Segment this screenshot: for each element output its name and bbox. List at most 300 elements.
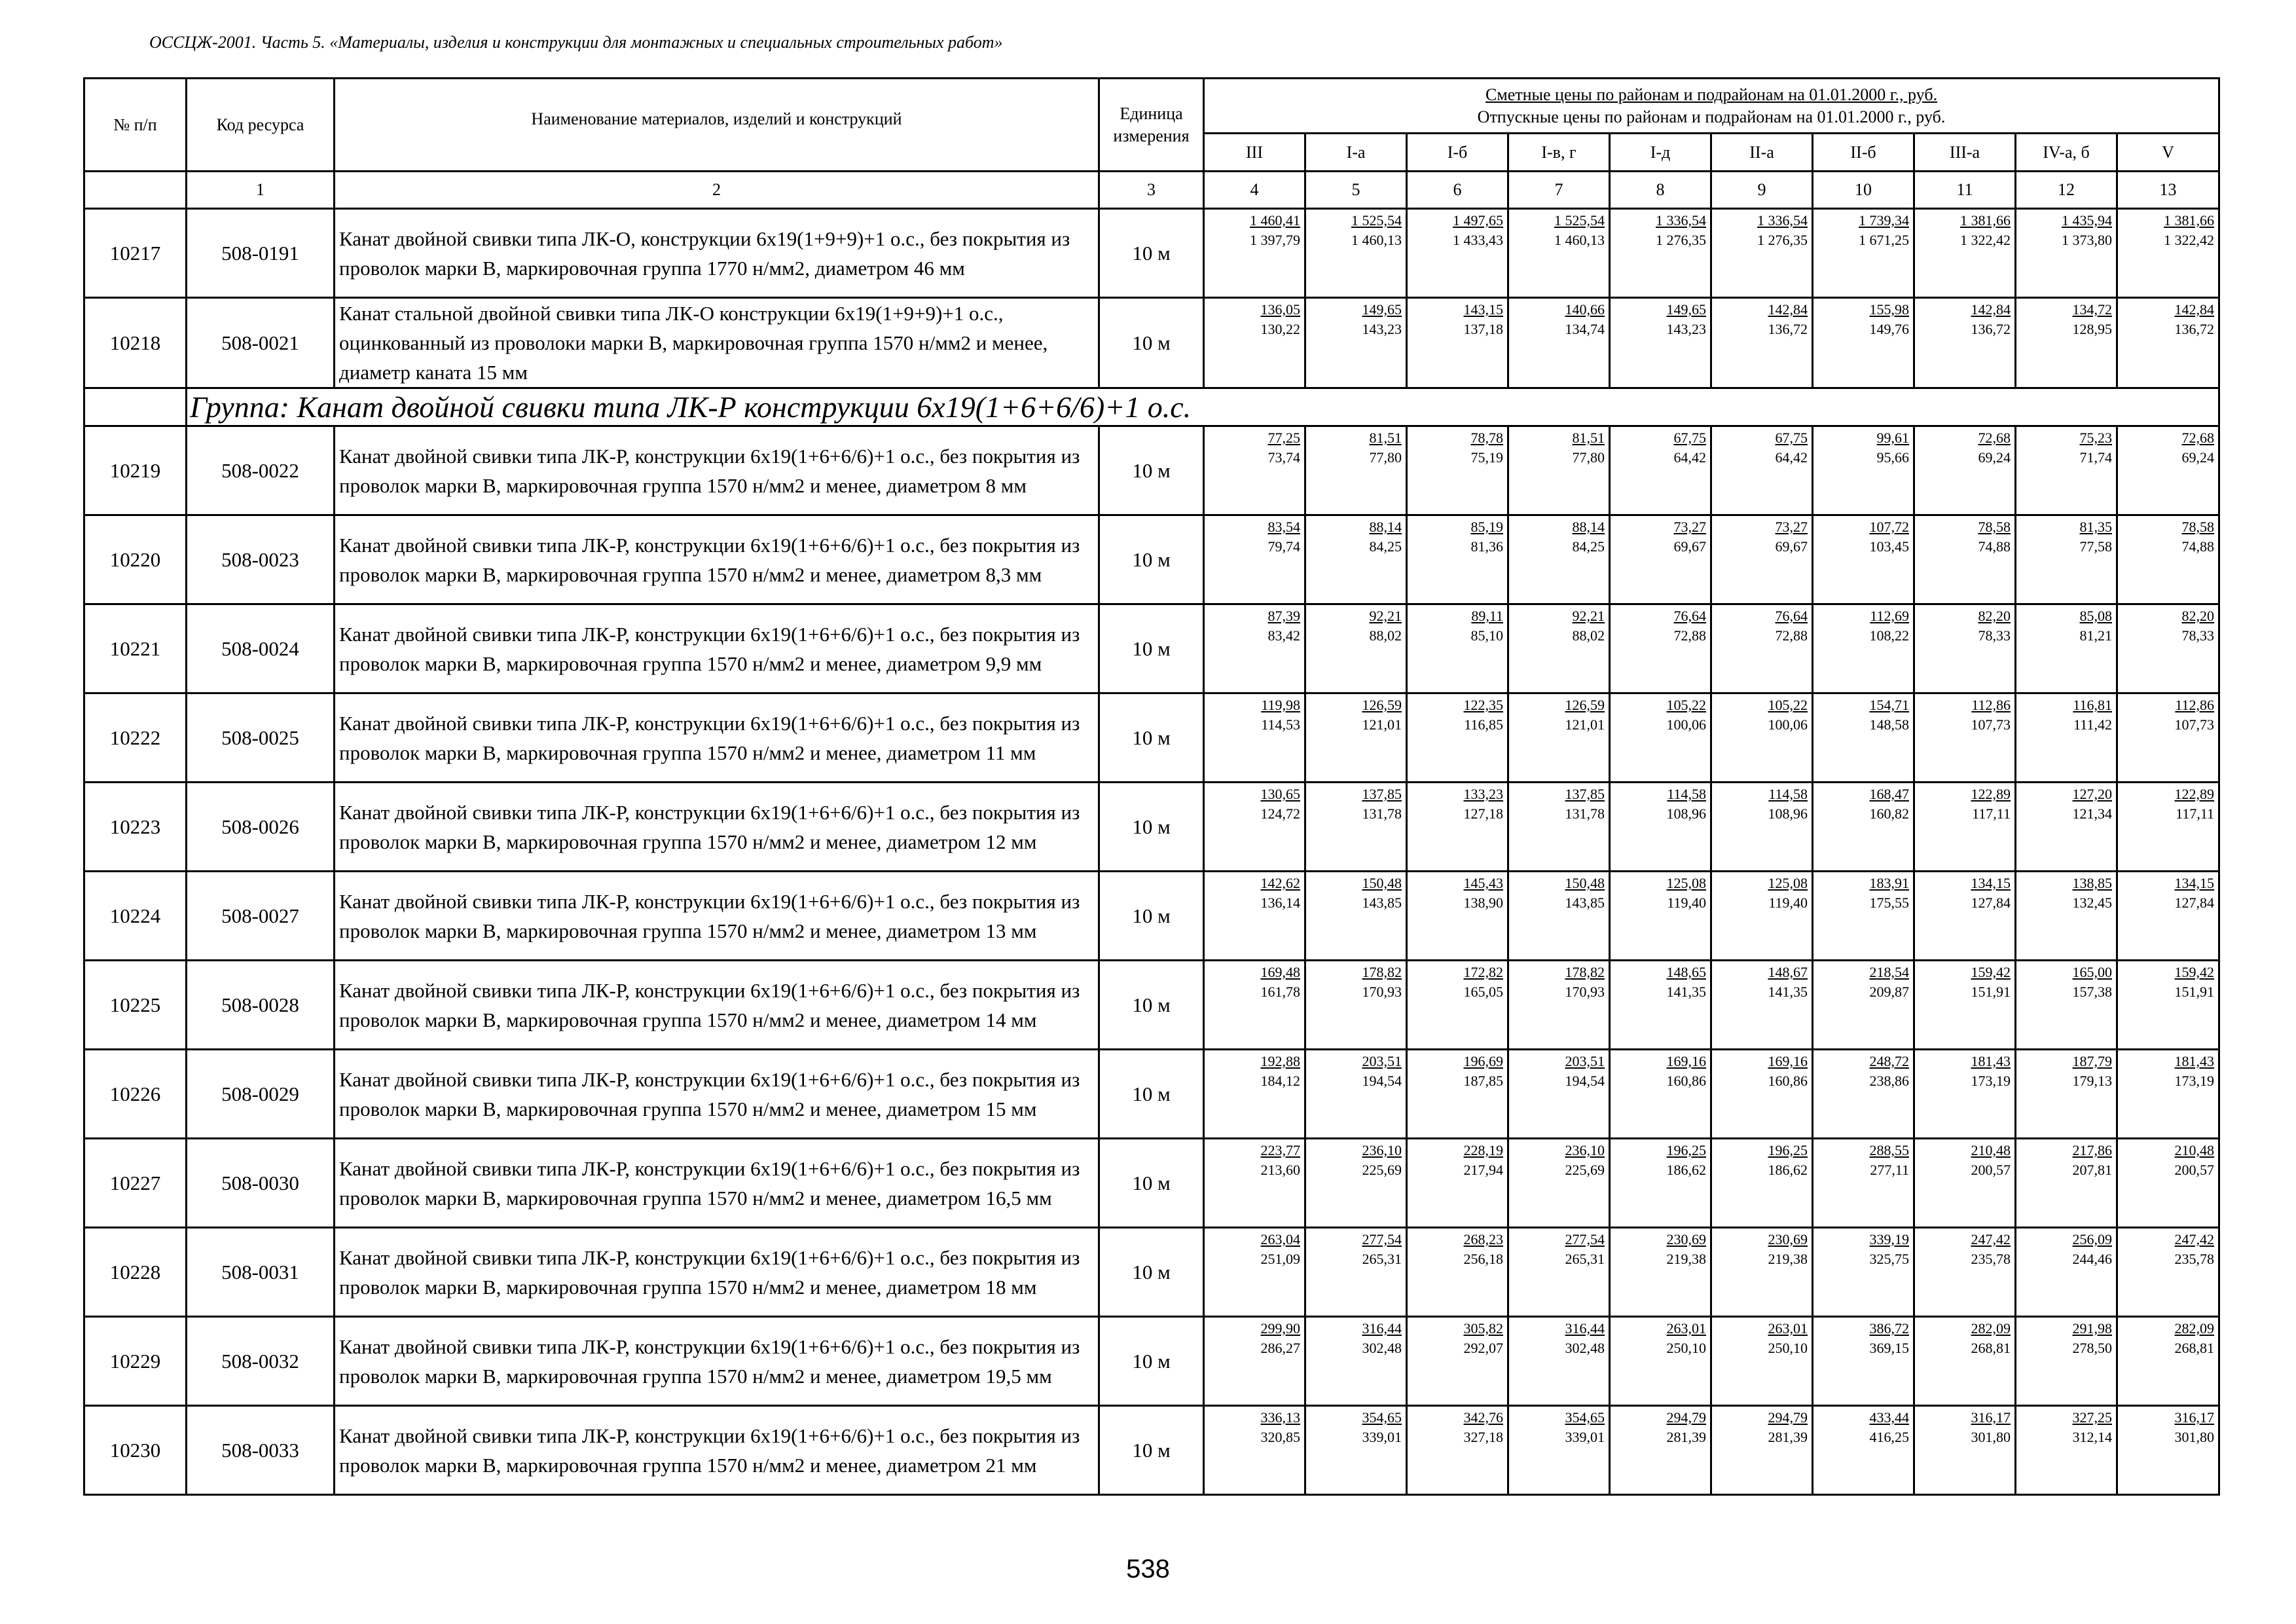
release-price: 325,75 (1869, 1251, 1909, 1267)
estimated-price: 196,69 (1463, 1053, 1503, 1069)
release-price: 281,39 (1768, 1429, 1808, 1445)
release-price: 186,62 (1666, 1162, 1706, 1178)
estimated-price: 125,08 (1768, 875, 1808, 891)
header-column-number: 3 (1099, 172, 1204, 209)
price-cell (2016, 1406, 2117, 1495)
price-cell (2117, 1317, 2219, 1406)
estimated-price: 122,35 (1463, 697, 1503, 713)
row-number: 10227 (84, 1139, 187, 1228)
estimated-price: 85,19 (1470, 519, 1503, 535)
release-price: 225,69 (1362, 1162, 1402, 1178)
price-cell (2016, 604, 2117, 693)
price-cell (2016, 1050, 2117, 1139)
release-price: 78,33 (2181, 627, 2215, 644)
price-cell (2117, 604, 2219, 693)
release-price: 127,84 (2174, 895, 2215, 911)
estimated-price: 203,51 (1565, 1053, 1605, 1069)
release-price: 148,58 (1869, 716, 1909, 733)
header-column-number: 7 (1508, 172, 1610, 209)
estimated-price: 187,79 (2072, 1053, 2112, 1069)
estimated-price: 178,82 (1362, 964, 1402, 980)
header-region: III (1204, 134, 1305, 172)
release-price: 136,72 (2174, 321, 2215, 337)
estimated-price: 169,16 (1666, 1053, 1706, 1069)
release-price: 141,35 (1768, 984, 1808, 1000)
release-prices-caption: Отпускные цены по районам и подрайонам на 01.01.2000 г., руб. (1477, 107, 1946, 126)
release-price: 173,19 (1971, 1073, 2011, 1089)
release-price: 64,42 (1673, 449, 1706, 466)
release-price: 143,23 (1362, 321, 1402, 337)
release-price: 83,42 (1267, 627, 1300, 644)
header-column-number: 10 (1813, 172, 1914, 209)
release-price: 88,02 (1572, 627, 1605, 644)
price-cell (1610, 1228, 1711, 1317)
release-price: 72,88 (1775, 627, 1808, 644)
estimated-price: 196,25 (1768, 1142, 1808, 1158)
estimated-price: 203,51 (1362, 1053, 1402, 1069)
price-cell (1813, 209, 1914, 298)
release-price: 64,42 (1775, 449, 1808, 466)
row-number: 10228 (84, 1228, 187, 1317)
unit: 10 м (1099, 783, 1204, 872)
release-price: 103,45 (1869, 538, 1909, 555)
release-price: 281,39 (1666, 1429, 1706, 1445)
estimated-price: 82,20 (1978, 608, 2011, 624)
price-cell (1813, 515, 1914, 604)
price-cell (2016, 961, 2117, 1050)
price-cell (1305, 872, 1407, 961)
estimated-price: 1 460,41 (1250, 212, 1300, 229)
price-cell (1711, 1050, 1813, 1139)
item-name: Канат двойной свивки типа ЛК-Р, конструкции 6х19(1+6+6/6)+1 о.с., без покрытия из проволок марки В, маркировочная группа 1570 н/мм2 и менее, диаметром 13 мм (335, 872, 1099, 961)
release-price: 286,27 (1260, 1340, 1300, 1356)
price-cell (1407, 1228, 1508, 1317)
estimated-price: 1 525,54 (1351, 212, 1402, 229)
price-cell (1813, 604, 1914, 693)
price-cell (2016, 209, 2117, 298)
price-cell (1610, 604, 1711, 693)
release-price: 127,84 (1971, 895, 2011, 911)
item-name: Канат двойной свивки типа ЛК-Р, конструкции 6х19(1+6+6/6)+1 о.с., без покрытия из проволок марки В, маркировочная группа 1570 н/мм2 и менее, диаметром 16,5 мм (335, 1139, 1099, 1228)
price-table (83, 77, 2220, 1496)
estimated-price: 159,42 (1971, 964, 2011, 980)
estimated-price: 354,65 (1565, 1409, 1605, 1426)
estimated-price: 125,08 (1666, 875, 1706, 891)
estimated-price: 134,15 (2174, 875, 2215, 891)
release-price: 268,81 (2174, 1340, 2215, 1356)
price-cell (2016, 1228, 2117, 1317)
release-price: 1 322,42 (2164, 232, 2215, 248)
price-cell (1407, 1139, 1508, 1228)
item-name: Канат двойной свивки типа ЛК-Р, конструкции 6х19(1+6+6/6)+1 о.с., без покрытия из проволок марки В, маркировочная группа 1570 н/мм2 и менее, диаметром 8 мм (335, 426, 1099, 515)
release-price: 256,18 (1463, 1251, 1503, 1267)
row-number: 10221 (84, 604, 187, 693)
price-cell (1813, 426, 1914, 515)
release-price: 1 433,43 (1453, 232, 1503, 248)
price-cell (1204, 1317, 1305, 1406)
release-price: 130,22 (1260, 321, 1300, 337)
price-cell (1204, 515, 1305, 604)
release-price: 173,19 (2174, 1073, 2215, 1089)
release-price: 108,22 (1869, 627, 1909, 644)
unit: 10 м (1099, 1406, 1204, 1495)
estimated-price: 122,89 (1971, 786, 2011, 802)
price-cell (2117, 426, 2219, 515)
release-price: 84,25 (1572, 538, 1605, 555)
price-cell (1305, 961, 1407, 1050)
price-cell (1508, 783, 1610, 872)
price-cell (1610, 1050, 1711, 1139)
price-cell (1305, 426, 1407, 515)
price-cell (1711, 209, 1813, 298)
release-price: 131,78 (1565, 805, 1605, 822)
release-price: 219,38 (1768, 1251, 1808, 1267)
price-cell (1407, 515, 1508, 604)
unit: 10 м (1099, 1050, 1204, 1139)
estimated-price: 112,86 (1971, 697, 2011, 713)
release-price: 1 460,13 (1554, 232, 1605, 248)
release-price: 217,94 (1463, 1162, 1503, 1178)
table-row (84, 1406, 2219, 1495)
release-price: 108,96 (1666, 805, 1706, 822)
item-name: Канат двойной свивки типа ЛК-Р, конструкции 6х19(1+6+6/6)+1 о.с., без покрытия из проволок марки В, маркировочная группа 1570 н/мм2 и менее, диаметром 19,5 мм (335, 1317, 1099, 1406)
estimated-price: 316,17 (2174, 1409, 2215, 1426)
price-cell (2117, 693, 2219, 783)
estimated-price: 230,69 (1666, 1231, 1706, 1247)
release-price: 136,72 (1971, 321, 2011, 337)
price-cell (1711, 298, 1813, 388)
release-price: 111,42 (2073, 716, 2112, 733)
estimated-price: 1 435,94 (2062, 212, 2112, 229)
price-cell (1407, 298, 1508, 388)
price-cell (1914, 604, 2016, 693)
estimated-price: 92,21 (1369, 608, 1402, 624)
price-cell (1305, 783, 1407, 872)
price-cell (1407, 1050, 1508, 1139)
estimated-price: 150,48 (1362, 875, 1402, 891)
estimated-price: 288,55 (1869, 1142, 1909, 1158)
release-price: 119,40 (1768, 895, 1808, 911)
price-cell (1711, 426, 1813, 515)
estimated-price: 133,23 (1463, 786, 1503, 802)
price-cell (1711, 515, 1813, 604)
estimated-price: 72,68 (2181, 430, 2215, 446)
release-price: 207,81 (2072, 1162, 2112, 1178)
estimated-price: 181,43 (1971, 1053, 2011, 1069)
header-column-number: 1 (187, 172, 335, 209)
price-cell (1813, 783, 1914, 872)
release-price: 179,13 (2072, 1073, 2112, 1089)
table-row (84, 515, 2219, 604)
release-price: 327,18 (1463, 1429, 1503, 1445)
estimated-price: 299,90 (1260, 1320, 1300, 1337)
estimated-price: 105,22 (1666, 697, 1706, 713)
release-price: 71,74 (2079, 449, 2112, 466)
estimated-price: 1 336,54 (1757, 212, 1808, 229)
estimated-price: 228,19 (1463, 1142, 1503, 1158)
estimated-price: 282,09 (1971, 1320, 2011, 1337)
estimated-price: 76,64 (1775, 608, 1808, 624)
item-name: Канат двойной свивки типа ЛК-Р, конструкции 6х19(1+6+6/6)+1 о.с., без покрытия из проволок марки В, маркировочная группа 1570 н/мм2 и менее, диаметром 8,3 мм (335, 515, 1099, 604)
price-cell (2117, 1228, 2219, 1317)
release-price: 69,24 (1978, 449, 2011, 466)
price-cell (2117, 209, 2219, 298)
estimated-price: 78,58 (2181, 519, 2215, 535)
unit: 10 м (1099, 1228, 1204, 1317)
price-cell (1914, 872, 2016, 961)
header-column-number: 11 (1914, 172, 2016, 209)
estimated-price: 126,59 (1362, 697, 1402, 713)
price-cell (2016, 1317, 2117, 1406)
release-price: 117,11 (1972, 805, 2011, 822)
estimated-price: 140,66 (1565, 301, 1605, 318)
row-number: 10224 (84, 872, 187, 961)
price-cell (1610, 515, 1711, 604)
estimated-price: 67,75 (1673, 430, 1706, 446)
header-column-number: 8 (1610, 172, 1711, 209)
estimated-price: 336,13 (1260, 1409, 1300, 1426)
release-price: 78,33 (1978, 627, 2011, 644)
estimated-price: 236,10 (1565, 1142, 1605, 1158)
price-cell (1914, 1139, 2016, 1228)
release-price: 74,88 (2181, 538, 2215, 555)
release-price: 339,01 (1565, 1429, 1605, 1445)
item-name: Канат двойной свивки типа ЛК-Р, конструкции 6х19(1+6+6/6)+1 о.с., без покрытия из проволок марки В, маркировочная группа 1570 н/мм2 и менее, диаметром 18 мм (335, 1228, 1099, 1317)
row-number: 10220 (84, 515, 187, 604)
release-price: 72,88 (1673, 627, 1706, 644)
price-cell (1204, 298, 1305, 388)
estimated-price: 316,17 (1971, 1409, 2011, 1426)
release-price: 251,09 (1260, 1251, 1300, 1267)
price-cell (2016, 693, 2117, 783)
release-price: 219,38 (1666, 1251, 1706, 1267)
item-name: Канат двойной свивки типа ЛК-Р, конструкции 6х19(1+6+6/6)+1 о.с., без покрытия из проволок марки В, маркировочная группа 1570 н/мм2 и менее, диаметром 15 мм (335, 1050, 1099, 1139)
row-number: 10217 (84, 209, 187, 298)
estimated-price: 386,72 (1869, 1320, 1909, 1337)
estimated-price: 99,61 (1876, 430, 1909, 446)
estimated-price: 1 525,54 (1554, 212, 1605, 229)
price-cell (1610, 1406, 1711, 1495)
estimated-price: 316,44 (1362, 1320, 1402, 1337)
price-cell (1610, 1139, 1711, 1228)
header-name: Наименование материалов, изделий и конструкций (335, 79, 1099, 172)
estimated-price: 1 497,65 (1453, 212, 1503, 229)
release-price: 1 322,42 (1960, 232, 2011, 248)
price-cell (1305, 209, 1407, 298)
header-row-column-numbers (84, 172, 2219, 209)
release-price: 244,46 (2072, 1251, 2112, 1267)
price-cell (1610, 209, 1711, 298)
estimated-price: 77,25 (1267, 430, 1300, 446)
release-price: 170,93 (1362, 984, 1402, 1000)
table-row (84, 1228, 2219, 1317)
row-number: 10225 (84, 961, 187, 1050)
release-price: 369,15 (1869, 1340, 1909, 1356)
estimated-price: 122,89 (2174, 786, 2215, 802)
estimated-price: 183,91 (1869, 875, 1909, 891)
resource-code: 508-0031 (187, 1228, 335, 1317)
release-price: 1 397,79 (1250, 232, 1300, 248)
estimated-price: 137,85 (1362, 786, 1402, 802)
release-price: 292,07 (1463, 1340, 1503, 1356)
release-price: 119,40 (1667, 895, 1706, 911)
release-price: 73,74 (1267, 449, 1300, 466)
table-row (84, 298, 2219, 388)
release-price: 1 460,13 (1351, 232, 1402, 248)
unit: 10 м (1099, 515, 1204, 604)
header-column-number (84, 172, 187, 209)
estimated-price: 1 336,54 (1656, 212, 1706, 229)
estimated-price: 112,86 (2175, 697, 2215, 713)
release-price: 134,74 (1565, 321, 1605, 337)
price-cell (1914, 298, 2016, 388)
price-cell (1305, 298, 1407, 388)
estimated-price: 75,23 (2079, 430, 2112, 446)
estimated-price: 305,82 (1463, 1320, 1503, 1337)
price-cell (1711, 1139, 1813, 1228)
estimated-price: 142,62 (1260, 875, 1300, 891)
release-price: 302,48 (1362, 1340, 1402, 1356)
release-price: 121,34 (2072, 805, 2112, 822)
release-price: 143,85 (1362, 895, 1402, 911)
resource-code: 508-0027 (187, 872, 335, 961)
release-price: 100,06 (1768, 716, 1808, 733)
release-price: 77,58 (2079, 538, 2112, 555)
release-price: 128,95 (2072, 321, 2112, 337)
price-cell (1407, 693, 1508, 783)
estimated-price: 168,47 (1869, 786, 1909, 802)
estimated-price: 76,64 (1673, 608, 1706, 624)
price-cell (1305, 1317, 1407, 1406)
unit: 10 м (1099, 1317, 1204, 1406)
release-price: 149,76 (1869, 321, 1909, 337)
price-cell (1407, 1317, 1508, 1406)
table-row (84, 426, 2219, 515)
estimated-price: 263,01 (1768, 1320, 1808, 1337)
release-price: 278,50 (2072, 1340, 2112, 1356)
release-price: 160,86 (1666, 1073, 1706, 1089)
price-cell (2117, 515, 2219, 604)
estimated-price: 127,20 (2072, 786, 2112, 802)
price-cell (1407, 209, 1508, 298)
estimated-price: 354,65 (1362, 1409, 1402, 1426)
row-number: 10222 (84, 693, 187, 783)
price-cell (2016, 783, 2117, 872)
estimated-price: 172,82 (1463, 964, 1503, 980)
estimated-price: 149,65 (1362, 301, 1402, 318)
price-cell (1305, 515, 1407, 604)
unit: 10 м (1099, 872, 1204, 961)
estimated-price: 142,84 (1971, 301, 2011, 318)
unit: 10 м (1099, 961, 1204, 1050)
estimated-price: 256,09 (2072, 1231, 2112, 1247)
release-price: 1 276,35 (1656, 232, 1706, 248)
group-row (84, 388, 2219, 426)
price-cell (2117, 1406, 2219, 1495)
unit: 10 м (1099, 298, 1204, 388)
price-cell (1508, 298, 1610, 388)
header-region: II-б (1813, 134, 1914, 172)
price-cell (1305, 693, 1407, 783)
table-row (84, 872, 2219, 961)
estimated-price: 154,71 (1869, 697, 1909, 713)
release-price: 186,62 (1768, 1162, 1808, 1178)
table-row (84, 604, 2219, 693)
estimated-price: 192,88 (1260, 1053, 1300, 1069)
price-cell (2117, 961, 2219, 1050)
release-price: 312,14 (2072, 1429, 2112, 1445)
resource-code: 508-0191 (187, 209, 335, 298)
release-price: 69,67 (1673, 538, 1706, 555)
release-price: 165,05 (1463, 984, 1503, 1000)
estimated-price: 268,23 (1463, 1231, 1503, 1247)
header-region: I-б (1407, 134, 1508, 172)
release-price: 100,06 (1666, 716, 1706, 733)
resource-code: 508-0028 (187, 961, 335, 1050)
price-cell (1508, 426, 1610, 515)
estimated-price: 88,14 (1572, 519, 1605, 535)
estimated-price: 181,43 (2174, 1053, 2215, 1069)
release-price: 175,55 (1869, 895, 1909, 911)
release-price: 136,14 (1260, 895, 1300, 911)
estimated-price: 169,48 (1260, 964, 1300, 980)
price-cell (1711, 1406, 1813, 1495)
estimated-price: 73,27 (1775, 519, 1808, 535)
group-row-blank (84, 388, 187, 426)
item-name: Канат двойной свивки типа ЛК-Р, конструкции 6х19(1+6+6/6)+1 о.с., без покрытия из проволок марки В, маркировочная группа 1570 н/мм2 и менее, диаметром 9,9 мм (335, 604, 1099, 693)
estimated-price: 217,86 (2072, 1142, 2112, 1158)
estimated-price: 291,98 (2072, 1320, 2112, 1337)
item-name: Канат двойной свивки типа ЛК-Р, конструкции 6х19(1+6+6/6)+1 о.с., без покрытия из проволок марки В, маркировочная группа 1570 н/мм2 и менее, диаметром 14 мм (335, 961, 1099, 1050)
price-cell (1407, 783, 1508, 872)
release-price: 277,11 (1870, 1162, 1909, 1178)
release-price: 250,10 (1666, 1340, 1706, 1356)
header-region: I-в, г (1508, 134, 1610, 172)
header-column-number: 9 (1711, 172, 1813, 209)
header-row-captions (84, 79, 2219, 134)
price-cell (1305, 1050, 1407, 1139)
row-number: 10230 (84, 1406, 187, 1495)
estimated-price: 142,84 (1768, 301, 1808, 318)
estimated-price: 112,69 (1870, 608, 1909, 624)
estimated-price: 294,79 (1768, 1409, 1808, 1426)
price-cell (1610, 426, 1711, 515)
estimated-price: 277,54 (1362, 1231, 1402, 1247)
estimated-price: 81,51 (1369, 430, 1402, 446)
price-cell (1711, 783, 1813, 872)
price-cell (1914, 693, 2016, 783)
estimated-price: 263,04 (1260, 1231, 1300, 1247)
estimated-price: 1 381,66 (2164, 212, 2215, 229)
release-price: 114,53 (1261, 716, 1300, 733)
price-cell (1204, 1228, 1305, 1317)
estimated-price: 282,09 (2174, 1320, 2215, 1337)
estimated-price: 316,44 (1565, 1320, 1605, 1337)
price-cell (1305, 1139, 1407, 1228)
price-cell (2117, 1050, 2219, 1139)
price-cell (1813, 298, 1914, 388)
header-code: Код ресурса (187, 79, 335, 172)
price-cell (1305, 1228, 1407, 1317)
release-price: 95,66 (1876, 449, 1909, 466)
unit: 10 м (1099, 693, 1204, 783)
estimated-price: 107,72 (1869, 519, 1909, 535)
release-price: 107,73 (2174, 716, 2215, 733)
release-price: 235,78 (2174, 1251, 2215, 1267)
table-row (84, 961, 2219, 1050)
estimated-price: 148,67 (1768, 964, 1808, 980)
row-number: 10229 (84, 1317, 187, 1406)
